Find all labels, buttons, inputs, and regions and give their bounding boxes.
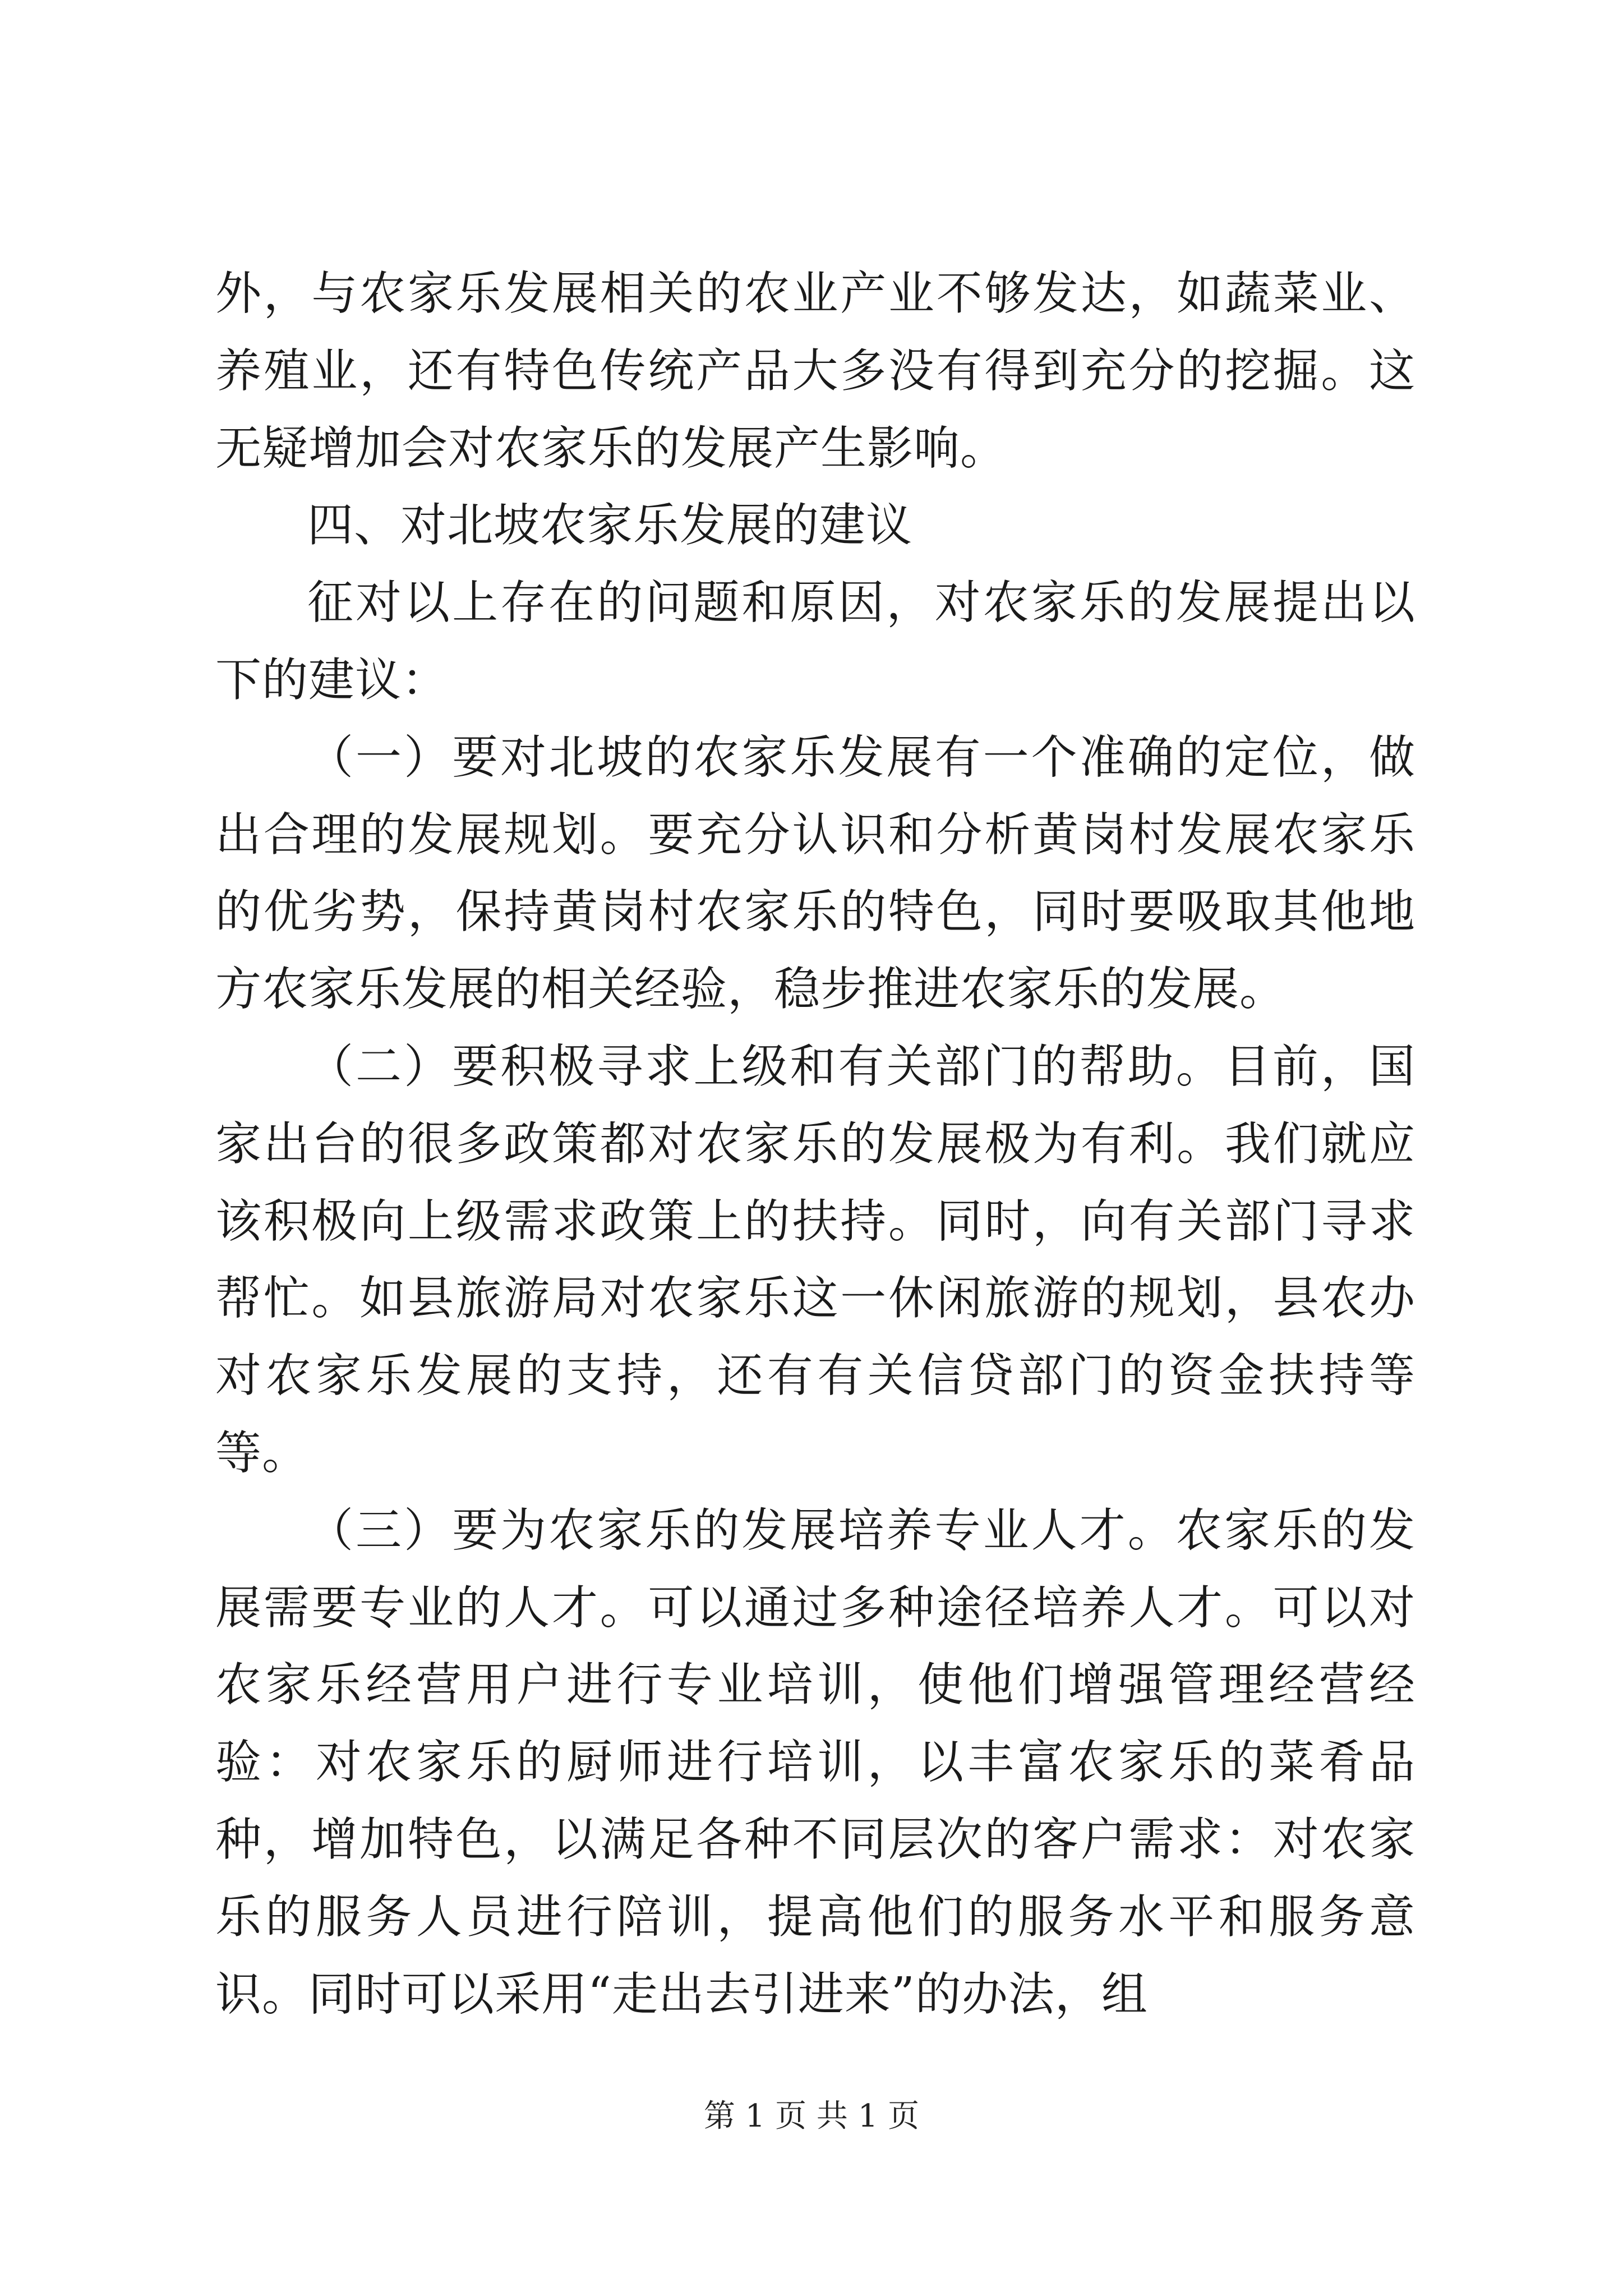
page-footer: 第 1 页 共 1 页 <box>703 2098 920 2134</box>
paragraph-suggestion-3: （三）要为农家乐的发展培养专业人才。农家乐的发展需要专业的人才。可以通过多种途径培养人才。可以对农家乐经营用户进行专业培训，使他们增强管理经营经验：对农家乐的厨师进行培训，以丰富农家乐的菜肴品种，增加特色，以满足各种不同层次的客户需求：对农家乐的服务人员进行陪训，提高他们的服务水平和服务意识。同时可以采用“走出去引进来”的办法，组 <box>215 1503 1415 2021</box>
paragraph-suggestion-2: （二）要积极寻求上级和有关部门的帮助。目前，国家出台的很多政策都对农家乐的发展极为有利。我们就应该积极向上级需求政策上的扶持。同时，向有关部门寻求帮忙。如县旅游局对农家乐这一休闲旅游的规划，县农办对农家乐发展的支持，还有有关信贷部门的资金扶持等等。 <box>215 1039 1415 1480</box>
paragraph-suggestion-1: （一）要对北坡的农家乐发展有一个准确的定位，做出合理的发展规划。要充分认识和分析黄岗村发展农家乐的优劣势，保持黄岗村农家乐的特色，同时要吸取其他地方农家乐发展的相关经验，稳步推进农家乐的发展。 <box>215 730 1415 1016</box>
document-body <box>215 255 1415 2033</box>
paragraph-intro: 征对以上存在的问题和原因，对农家乐的发展提出以下的建议： <box>215 576 1415 707</box>
section-heading: 四、对北坡农家乐发展的建议 <box>307 499 913 553</box>
paragraph-continuation: 外，与农家乐发展相关的农业产业不够发达，如蔬菜业、养殖业，还有特色传统产品大多没有得到充分的挖掘。这无疑增加会对农家乐的发展产生影响。 <box>215 267 1415 475</box>
